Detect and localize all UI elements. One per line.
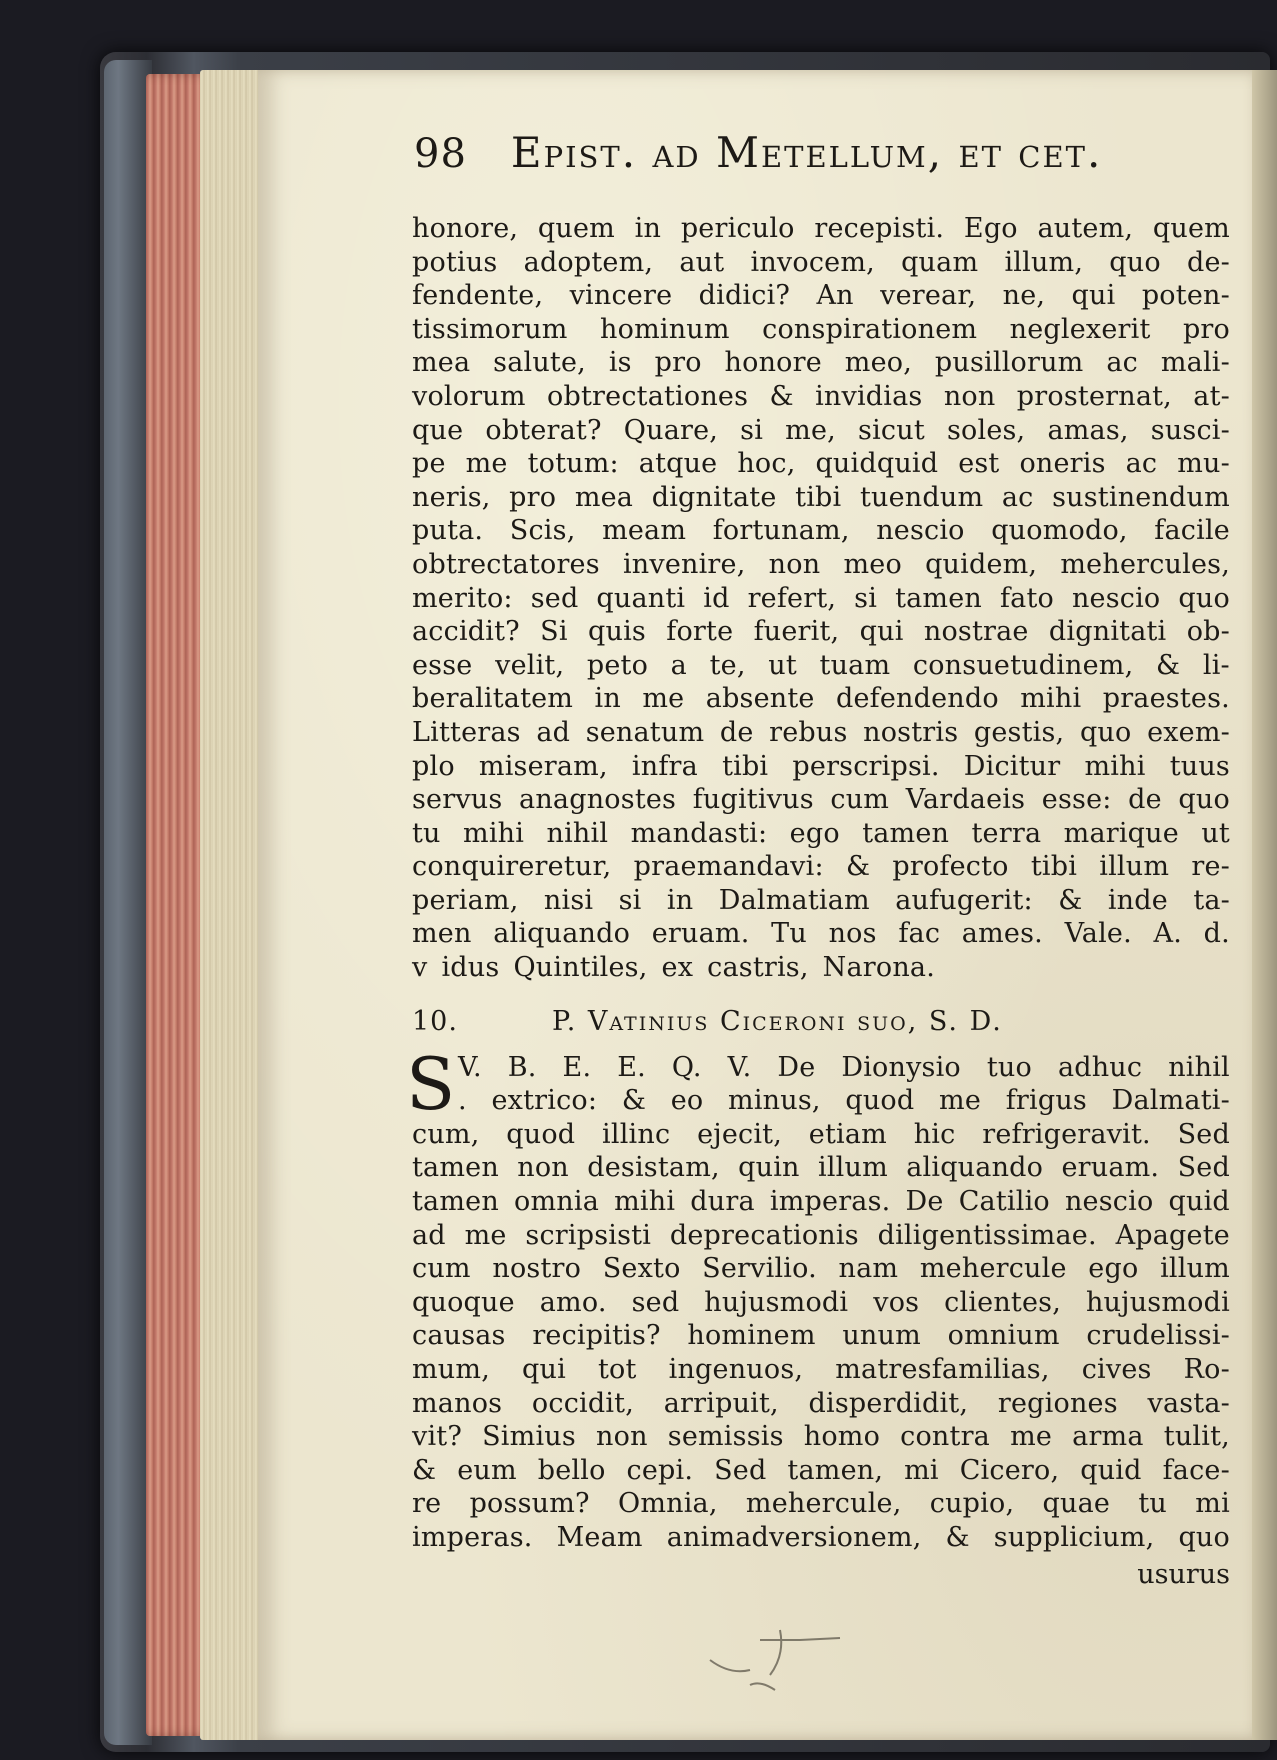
text-line: tamen non desistam, quin illum aliquando eruam. Sed — [412, 1152, 1230, 1184]
letter-9-body — [412, 212, 1230, 985]
drop-cap: S — [406, 1041, 456, 1126]
text-line: servus anagnostes fugitivus cum Vardaeis esse: de quo — [412, 784, 1230, 816]
text-line: imperas. Meam animadversionem, & supplicium, quo — [412, 1521, 1230, 1553]
text-line: volorum obtrectationes & invidias non prosternat, at- — [412, 380, 1230, 412]
text-line: Litteras ad senatum de rebus nostris gestis, quo exem- — [412, 716, 1230, 748]
text-line: causas recipitis? hominem unum omnium crudelissi- — [412, 1320, 1230, 1352]
text-line: mea salute, is pro honore meo, pusillorum ac mali- — [412, 347, 1230, 379]
text-line: v idus Quintiles, ex castris, Narona. — [412, 952, 936, 984]
text-line: cum, quod illinc ejecit, etiam hic refrigeravit. Sed — [412, 1118, 1230, 1150]
letter-title: P. Vatinius Ciceroni suo, S. D. — [552, 1005, 1003, 1037]
catchword-line — [412, 1557, 1230, 1593]
text-line: . extrico: & eo minus, quod me frigus Dalmati- — [458, 1085, 1230, 1117]
letter-number: 10. — [412, 1005, 458, 1037]
letter-heading — [412, 999, 1230, 1045]
text-line: periam, nisi si in Dalmatiam aufugerit: & inde ta- — [412, 884, 1230, 916]
text-line: conquireretur, praemandavi: & profecto tibi illum re- — [412, 851, 1230, 883]
facing-page-edge — [1252, 70, 1277, 1740]
page-text — [406, 128, 1230, 1593]
text-line: mum, qui tot ingenuos, matresfamilias, cives Ro- — [412, 1354, 1230, 1385]
running-title: Epist. ad Metellum, et cet. — [510, 128, 1103, 177]
text-line: fendente, vincere didici? An verear, ne, qui poten- — [412, 280, 1230, 312]
page-number: 98 — [414, 131, 467, 177]
ink-scribble — [690, 1600, 890, 1700]
text-line: merito: sed quanti id refert, si tamen fato nescio quo — [412, 582, 1230, 614]
text-line: plo miseram, infra tibi perscripsi. Dicitur mihi tuus — [412, 750, 1230, 782]
text-line: esse velit, peto a te, ut tuam consuetudinem, & li- — [412, 649, 1230, 681]
text-line: neris, pro mea dignitate tibi tuendum ac sustinendum — [412, 481, 1230, 513]
text-line: manos occidit, arripuit, disperdidit, regiones vasta- — [412, 1387, 1230, 1419]
text-line: re possum? Omnia, mehercule, cupio, quae tu mi — [412, 1488, 1230, 1520]
text-line: quoque amo. sed hujusmodi vos clientes, hujusmodi — [412, 1286, 1230, 1318]
text-line: ad me scripsisti deprecationis diligentissimae. Apagete — [412, 1219, 1230, 1251]
text-line: tissimorum hominum conspirationem neglexerit pro — [412, 313, 1230, 345]
text-line: V. B. E. E. Q. V. De Dionysio tuo adhuc nihil — [458, 1051, 1230, 1083]
text-line: obtrectatores invenire, non meo quidem, mehercules, — [412, 548, 1230, 580]
text-line: pe me totum: atque hoc, quidquid est oneris ac mu- — [412, 448, 1230, 480]
text-line: potius adoptem, aut invocem, quam illum, quo de- — [412, 246, 1230, 278]
text-line: puta. Scis, meam fortunam, nescio quomodo, facile — [412, 515, 1230, 547]
text-line: accidit? Si quis forte fuerit, qui nostrae dignitati ob- — [412, 616, 1230, 648]
text-line: vit? Simius non semissis homo contra me arma tulit, — [412, 1421, 1230, 1453]
text-line: beralitatem in me absente defendendo mihi praestes. — [412, 683, 1230, 715]
letter-10-body — [406, 1041, 1230, 1555]
text-line: que obterat? Quare, si me, sicut soles, amas, susci- — [412, 414, 1230, 446]
text-line: tamen omnia mihi dura imperas. De Catilio nescio quid — [412, 1186, 1230, 1218]
text-line: tu mihi nihil mandasti: ego tamen terra marique ut — [412, 817, 1230, 849]
catchword: usurus — [1137, 1558, 1230, 1590]
text-line: & eum bello cepi. Sed tamen, mi Cicero, quid face- — [412, 1454, 1230, 1486]
running-header — [412, 128, 1230, 188]
text-line: men aliquando eruam. Tu nos fac ames. Vale. A. d. — [412, 918, 1230, 950]
text-line: cum nostro Sexto Servilio. nam mehercule ego illum — [412, 1253, 1230, 1285]
text-line: honore, quem in periculo recepisti. Ego autem, quem — [412, 213, 1230, 244]
book-spine — [104, 60, 152, 1745]
